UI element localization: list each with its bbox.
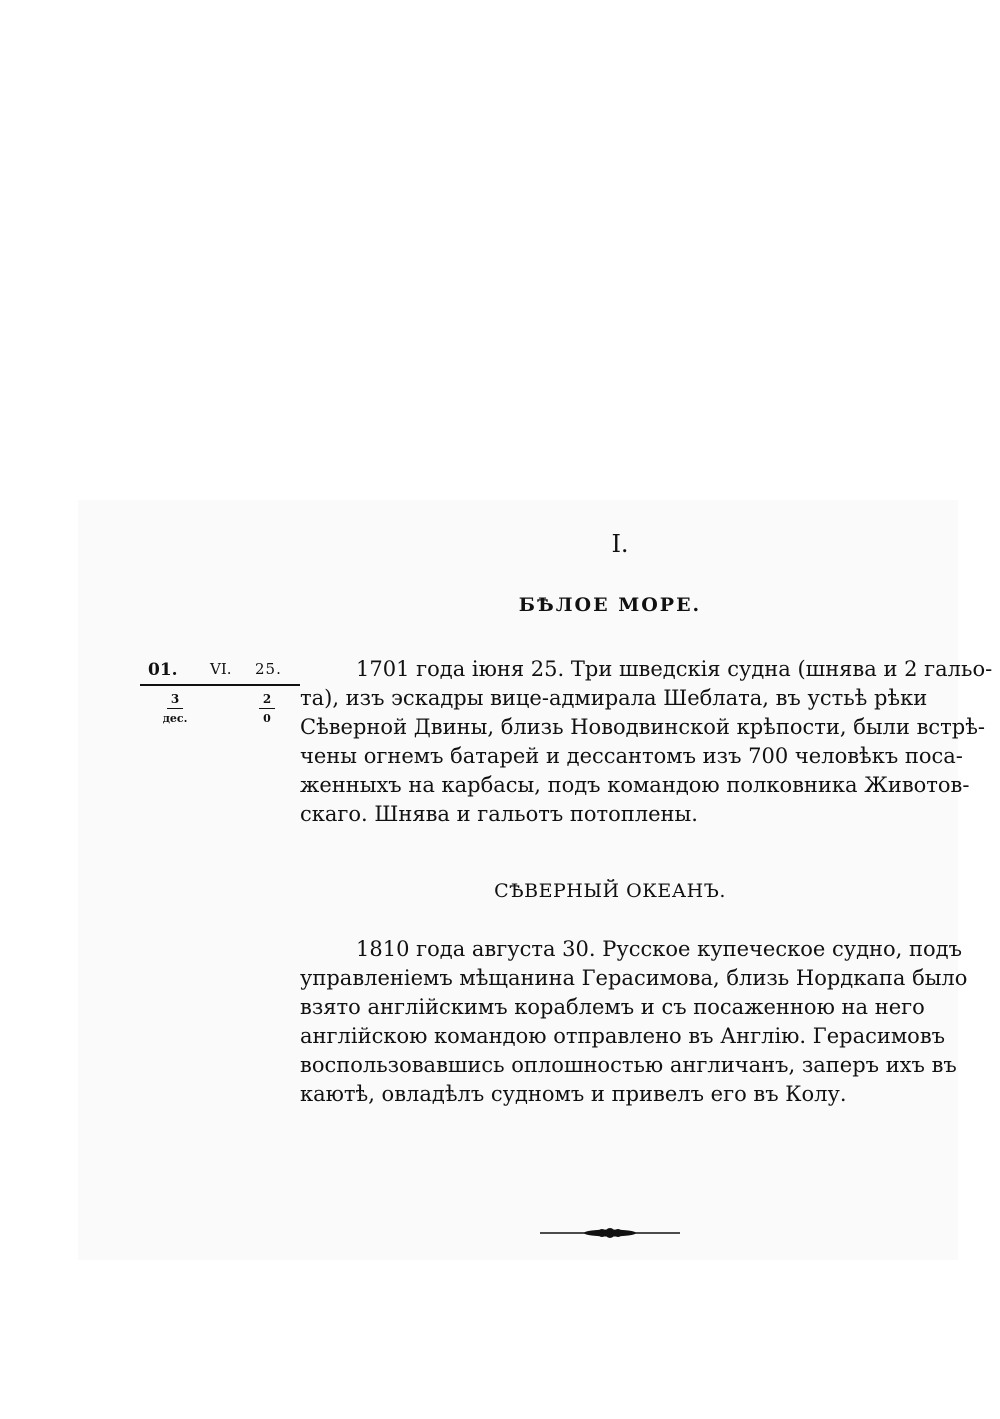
fraction-right-bottom: 0 <box>263 712 271 725</box>
paragraph-line: 1810 года августа 30. Русское купеческое судно, подъ <box>356 937 962 961</box>
fraction-left-bottom: дес. <box>162 712 188 725</box>
paragraph-1810 <box>300 935 968 1109</box>
paragraph-line: женныхъ на карбасы, подъ командою полковника Животов- <box>300 773 970 797</box>
paragraph-line: Сѣверной Двины, близь Новодвинской крѣпости, были встрѣ- <box>300 715 985 739</box>
paragraph-line: взято англійскимъ кораблемъ и съ посаженною на него <box>300 995 925 1019</box>
paragraph-line: каютѣ, овладѣлъ судномъ и привелъ его въ Колу. <box>300 1082 847 1106</box>
paragraph-line: чены огнемъ батарей и дессантомъ изъ 700 человѣкъ поса- <box>300 744 963 768</box>
paragraph-line: англійскою командою отправлено въ Англію. Герасимовъ <box>300 1024 946 1048</box>
ornament-divider-icon <box>538 1225 682 1241</box>
margin-note-fraction-left <box>160 692 190 726</box>
fraction-right-top: 2 <box>262 692 272 706</box>
paragraph-1701 <box>300 655 993 829</box>
section-title-white-sea: БѢЛОЕ МОРЕ. <box>518 594 702 616</box>
margin-note-month: VI. <box>210 660 232 678</box>
margin-note-fraction-right <box>252 692 282 726</box>
fraction-right-bar <box>259 708 275 709</box>
paragraph-line: воспользовавшись оплошностью англичанъ, заперъ ихъ въ <box>300 1053 957 1077</box>
paragraph-line: 1701 года іюня 25. Три шведскія судна (шнява и 2 гальо- <box>356 657 993 681</box>
paragraph-line: скаго. Шнява и гальотъ потоплены. <box>300 802 698 826</box>
margin-note-day: 25. <box>255 660 282 678</box>
paragraph-line: управленіемъ мѣщанина Герасимова, близь Нордкапа было <box>300 966 968 990</box>
section-title-northern-ocean: СѢВЕРНЫЙ ОКЕАНЪ. <box>494 880 726 902</box>
fraction-left-top: 3 <box>170 692 180 706</box>
fraction-left-bar <box>167 708 183 709</box>
margin-note-year: 01. <box>148 660 178 680</box>
paragraph-line: та), изъ эскадры вице-адмирала Шеблата, въ устьѣ рѣки <box>300 686 928 710</box>
chapter-number: I. <box>611 530 629 558</box>
margin-note-rule <box>140 684 300 686</box>
